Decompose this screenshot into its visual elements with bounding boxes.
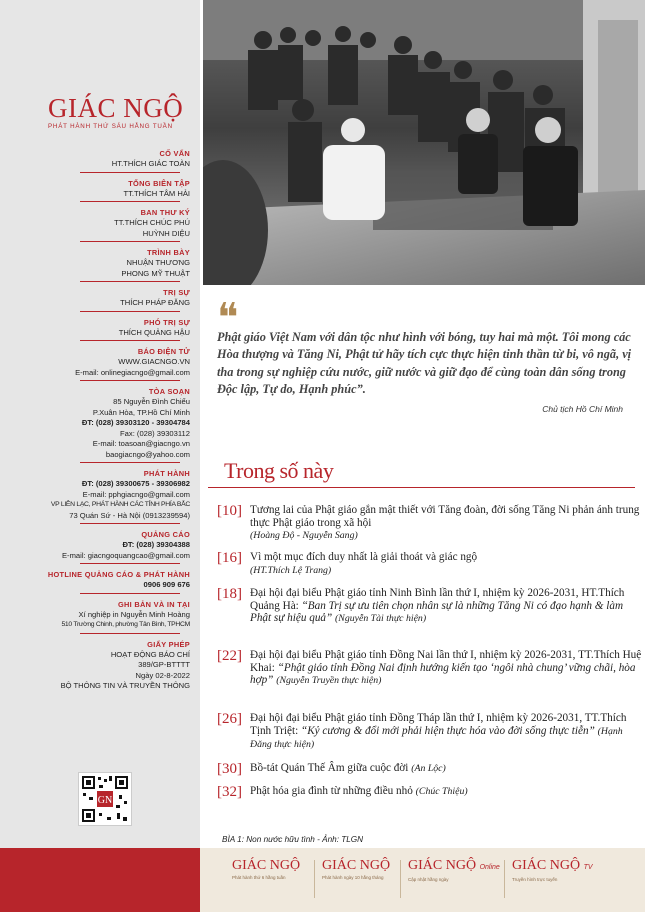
masthead-line: E-mail: toasoan@giacngo.vn <box>92 439 190 448</box>
footer-bar <box>0 848 645 912</box>
masthead-heading: TỔNG BIÊN TẬP <box>128 178 190 188</box>
toc-entry-text <box>250 649 645 688</box>
masthead-line: Xí nghiệp in Nguyễn Minh Hoàng <box>78 609 190 619</box>
footer-separator <box>400 860 401 898</box>
cover-caption: BÌA 1: Non nước hữu tình - Ảnh: TLGN <box>222 835 364 844</box>
masthead-rule <box>80 380 180 381</box>
footer-brand-tagline: Truyền hình trực tuyến <box>512 877 558 882</box>
masthead-section <box>0 639 200 692</box>
masthead-line: ĐT: (028) 39304388 <box>122 540 190 549</box>
toc-entry-title: Đại hội đại biểu Phật giáo tỉnh Đồng Nai lần thứ I, nhiệm kỳ 2026-2031, TT.Thích Huệ Khai: <box>250 649 642 674</box>
toc-page-value: 16 <box>222 550 237 566</box>
bracket-icon: ] <box>237 761 242 777</box>
bracket-icon: ] <box>237 550 242 566</box>
toc-page-value: 22 <box>222 648 237 664</box>
footer-separator <box>314 860 315 898</box>
toc-entry-text <box>250 587 645 626</box>
masthead-section <box>0 386 200 463</box>
footer-brand-title: GIÁC NGỘ <box>408 858 477 873</box>
toc-entry-byline: (Chúc Thiệu) <box>415 786 468 797</box>
masthead-line: BỘ THÔNG TIN VÀ TRUYỀN THÔNG <box>60 681 190 690</box>
masthead-line: 510 Trường Chinh, phường Tân Bình, TPHCM <box>61 621 190 628</box>
toc-entry-byline: (Hoàng Độ - Nguyễn Sang) <box>250 530 358 542</box>
footer-brand-title: GIÁC NGỘ <box>322 858 391 873</box>
masthead-rule <box>80 340 180 341</box>
footer-brand-title: GIÁC NGỘ <box>232 858 301 873</box>
footer-brand-tagline: Phát hành thứ 6 hằng tuần <box>232 875 286 880</box>
toc-entry-title: Vì một mục đích duy nhất là giải thoát và giác ngộ <box>250 551 478 563</box>
footer-brand-suffix: TV <box>583 864 593 871</box>
toc-entry-text <box>250 712 645 752</box>
toc-entry-text <box>250 785 645 799</box>
logo-title: GIÁC NGỘ <box>48 93 184 123</box>
masthead-list <box>0 148 200 697</box>
masthead-section <box>0 148 200 173</box>
toc-entry-byline: (Nguyễn Truyền thực hiện) <box>276 675 382 687</box>
bracket-icon: [ <box>217 761 222 777</box>
footer-brand-name <box>232 858 332 873</box>
quote-author: Chủ tịch Hồ Chí Minh <box>542 404 623 414</box>
footer-brand-name <box>408 858 508 875</box>
masthead-line: HT.THÍCH GIÁC TOÀN <box>111 159 190 168</box>
bracket-icon: ] <box>237 648 242 664</box>
masthead-section <box>0 287 200 312</box>
masthead-line: 389/GP-BTTTT <box>138 660 190 669</box>
masthead-line: PHONG MỸ THUẬT <box>121 268 190 278</box>
masthead-line: Fax: (028) 39303112 <box>120 428 190 438</box>
footer-red-block <box>0 848 200 912</box>
masthead-heading: TÒA SOẠN <box>148 387 190 396</box>
giac-ngo-logo <box>48 94 196 130</box>
bracket-icon: [ <box>217 784 222 800</box>
svg-text:GN: GN <box>97 795 113 806</box>
toc-page-value: 26 <box>222 711 237 727</box>
bracket-icon: ] <box>237 784 242 800</box>
toc-page-number <box>217 503 242 520</box>
masthead-line: ĐT: (028) 39303120 - 39304784 <box>81 418 190 427</box>
toc-entry-quote: “Kỷ cương & đổi mới phải hiện thực hóa vào đời sống thực tiễn” <box>300 724 595 737</box>
toc-page-number <box>217 586 242 603</box>
masthead-line: NHUẬN THƯƠNG <box>126 258 190 267</box>
toc-page-number <box>217 711 242 728</box>
masthead-line: HUỲNH DIỆU <box>142 228 190 238</box>
logo-subtitle: PHÁT HÀNH THỨ SÁU HẰNG TUẦN <box>48 123 173 130</box>
masthead-rule <box>80 241 180 242</box>
toc-entry-text <box>250 504 645 543</box>
masthead-line: THÍCH PHÁP ĐĂNG <box>120 298 190 307</box>
toc-entry-byline: (Hạnh Đăng thực hiện) <box>250 725 623 751</box>
masthead-rule <box>80 633 180 634</box>
footer-brand-suffix: Online <box>479 864 500 871</box>
masthead-section <box>0 599 200 634</box>
masthead-heading: PHÓ TRỊ SỰ <box>143 317 190 327</box>
masthead-line: 0906 909 676 <box>143 580 190 589</box>
footer-brand-logo <box>512 858 612 882</box>
masthead-line: E-mail: giacngoquangcao@gmail.com <box>61 550 190 560</box>
toc-entry-text <box>250 551 645 577</box>
footer-brand-logo <box>322 858 422 880</box>
masthead-section <box>0 529 200 564</box>
masthead-heading: BÁO ĐIỆN TỬ <box>137 347 190 356</box>
masthead-heading: TRÌNH BÀY <box>147 248 190 257</box>
masthead-heading: TRỊ SỰ <box>163 288 190 297</box>
masthead-line: E-mail: onlinegiacngo@gmail.com <box>75 367 190 377</box>
masthead-section <box>0 247 200 282</box>
masthead-heading: BAN THƯ KÝ <box>140 208 190 217</box>
footer-brand-name <box>322 858 422 873</box>
masthead-rule <box>80 172 180 173</box>
toc-title: Trong số này <box>224 458 334 483</box>
masthead-section <box>0 178 200 203</box>
masthead-section <box>0 317 200 342</box>
footer-brand-tagline: Cập nhật hằng ngày <box>408 877 449 882</box>
left-double-quote-icon: ❝ <box>217 295 239 340</box>
toc-entry-byline: (Nguyễn Tài thực hiện) <box>335 613 427 625</box>
bracket-icon: ] <box>237 503 242 519</box>
toc-page-value: 32 <box>222 784 237 800</box>
footer-brand-logo <box>408 858 508 882</box>
masthead-heading: GIẤY PHÉP <box>147 639 190 649</box>
masthead-line: Ngày 02-8-2022 <box>135 670 190 680</box>
masthead-rule <box>80 523 180 524</box>
bracket-icon: [ <box>217 503 222 519</box>
masthead-line: baogiacngo@yahoo.com <box>105 449 190 459</box>
masthead-heading: GHI BẢN VÀ IN TẠI <box>117 599 190 609</box>
bracket-icon: ] <box>237 711 242 727</box>
masthead-section <box>0 468 200 524</box>
toc-entry-title: Đại hội đại biểu Phật giáo tỉnh Đồng Tháp lần thứ I, nhiệm kỳ 2026-2031, TT.Thích Tịnh Triệt: <box>250 712 627 737</box>
masthead-line: TT.THÍCH TÂM HẢI <box>123 188 190 198</box>
footer-brand-title: GIÁC NGỘ <box>512 858 581 873</box>
toc-page-value: 10 <box>222 503 237 519</box>
masthead-sidebar <box>0 0 200 848</box>
bracket-icon: [ <box>217 586 222 602</box>
toc-page-number <box>217 648 242 665</box>
toc-entry-title: Đại hội đại biểu Phật giáo tỉnh Ninh Bình lần thứ I, nhiệm kỳ 2026-2031, HT.Thích Quảng Hà: <box>250 587 625 612</box>
toc-entry-byline: (HT.Thích Lệ Trang) <box>250 564 332 576</box>
masthead-line: E-mail: pphgiacngo@gmail.com <box>82 489 190 499</box>
toc-entry-title: Phật hóa gia đình từ những điều nhỏ <box>250 785 413 797</box>
bracket-icon: [ <box>217 711 222 727</box>
masthead-rule <box>80 311 180 312</box>
masthead-heading: CỐ VẤN <box>159 149 190 158</box>
footer-brand-name <box>512 858 612 875</box>
masthead-line: THÍCH QUẢNG HẬU <box>118 327 190 337</box>
quote-text: Phật giáo Việt Nam với dân tộc như hình với bóng, tuy hai mà một. Tôi mong các Hòa thượng và Tăng Ni, Phật tử hãy tích cực thực hiện tinh thần từ bi, vô ngã, vị tha trong sự nghiệp cứu nước, giữ nước và giữ đạo để cùng toàn dân sống trong Độc lập, Tự do, Hạnh phúc”. <box>217 330 632 397</box>
bracket-icon: ] <box>237 586 242 602</box>
masthead-line: HOẠT ĐỘNG BÁO CHÍ <box>110 649 190 659</box>
masthead-section <box>0 569 200 594</box>
toc-page-number <box>217 761 242 778</box>
masthead-section <box>0 346 200 381</box>
toc-entry-byline: (An Lộc) <box>411 763 446 774</box>
toc-entry-title: Bồ-tát Quán Thế Âm giữa cuộc đời <box>250 762 409 774</box>
qr-code-icon <box>78 772 132 826</box>
bracket-icon: [ <box>217 550 222 566</box>
toc-page-number <box>217 550 242 567</box>
masthead-heading: HOTLINE QUẢNG CÁO & PHÁT HÀNH <box>47 570 190 579</box>
masthead-line: 73 Quán Sứ - Hà Nội (0913239594) <box>69 510 190 520</box>
toc-entry-quote: “Ban Trị sự ưu tiên chọn nhân sự là những Tăng Ni có đạo hạnh & làm Phật sự hiệu quả” <box>250 599 624 625</box>
footer-brand-logo <box>232 858 332 880</box>
toc-divider <box>208 487 635 488</box>
masthead-line: 85 Nguyễn Đình Chiểu <box>113 397 190 406</box>
toc-page-value: 30 <box>222 761 237 777</box>
masthead-rule <box>80 462 180 463</box>
masthead-rule <box>80 593 180 594</box>
toc-entry-title: Tương lai của Phật giáo gắn mật thiết với Tăng đoàn, đời sống Tăng Ni phản ánh trung thực Phật giáo trong xã hội <box>250 504 640 529</box>
bracket-icon: [ <box>217 648 222 664</box>
masthead-section <box>0 207 200 242</box>
toc-page-number <box>217 784 242 801</box>
masthead-line: P.Xuân Hòa, TP.Hồ Chí Minh <box>92 407 190 417</box>
masthead-line: WWW.GIACNGO.VN <box>118 357 190 366</box>
footer-brand-tagline: Phát hành ngày 10 hằng tháng <box>322 875 384 880</box>
masthead-rule <box>80 201 180 202</box>
masthead-line: TT.THÍCH CHÚC PHÚ <box>114 218 190 227</box>
toc-entry-quote: “Phật giáo tỉnh Đồng Nai định hướng kiến tạo ‘ngôi nhà chung’ vững chãi, hòa hợp” <box>250 661 636 687</box>
masthead-line: VP LIÊN LẠC, PHÁT HÀNH CÁC TỈNH PHÍA BẮC <box>50 501 190 508</box>
masthead-rule <box>80 563 180 564</box>
toc-page-value: 18 <box>222 586 237 602</box>
masthead-rule <box>80 281 180 282</box>
masthead-heading: QUẢNG CÁO <box>141 530 190 539</box>
toc-entry-text <box>250 762 645 776</box>
masthead-heading: PHÁT HÀNH <box>143 469 190 478</box>
archival-photo <box>203 0 645 285</box>
footer-separator <box>504 860 505 898</box>
masthead-line: ĐT: (028) 39300675 - 39306982 <box>81 479 190 488</box>
